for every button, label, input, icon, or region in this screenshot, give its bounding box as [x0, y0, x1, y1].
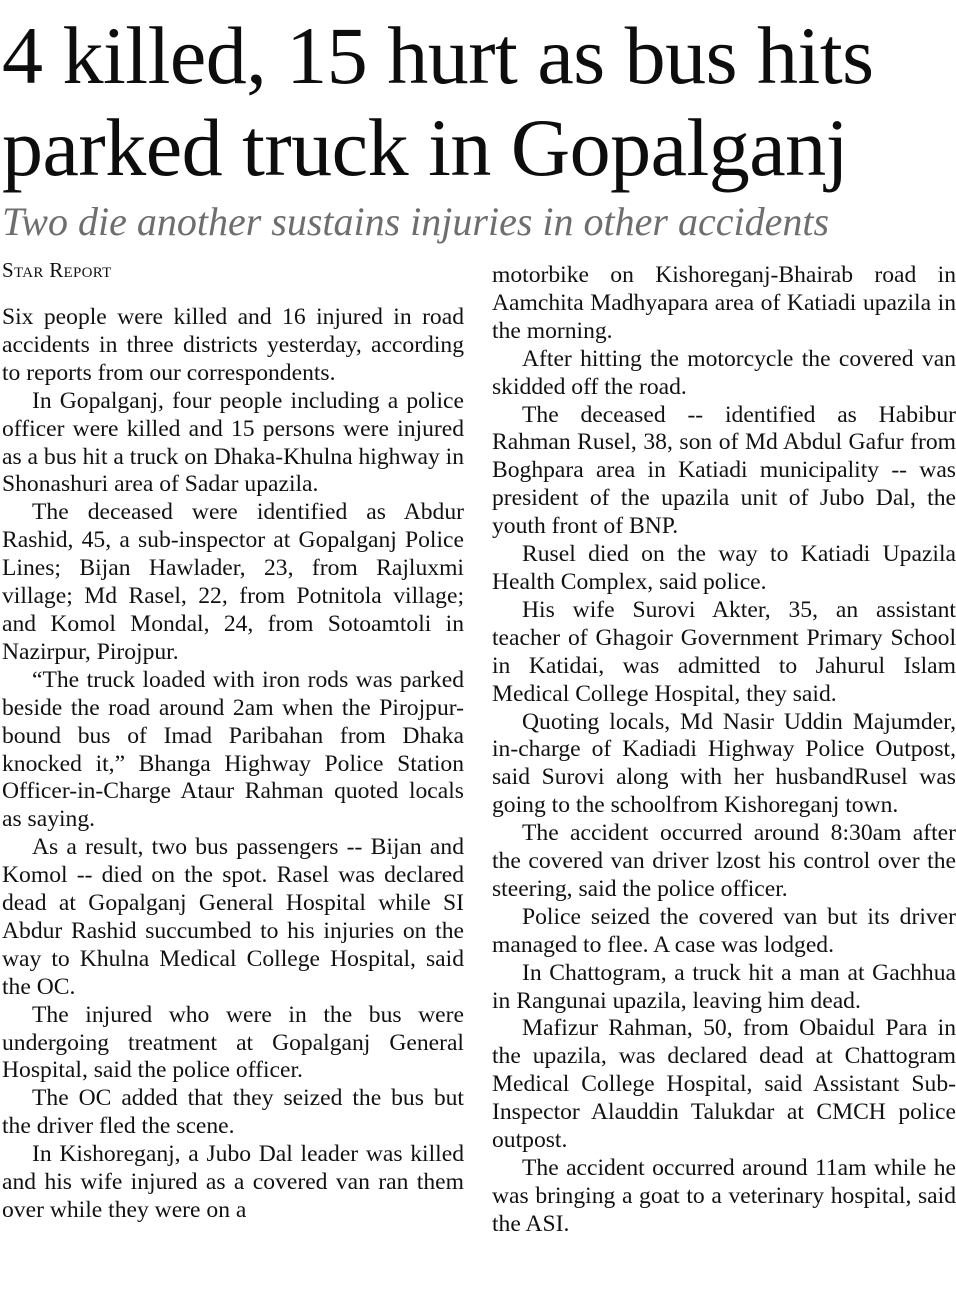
headline-line-2: parked truck in Gopalganj	[2, 102, 848, 193]
paragraph: The OC added that they seized the bus but the driver fled the scene.	[2, 1085, 464, 1140]
paragraph: Quoting locals, Md Nasir Uddin Majumder, in-charge of Kadiadi Highway Police Outpost, said Surovi along with her husbandRusel was going to the schoolfrom Kishoreganj town.	[492, 708, 956, 819]
paragraph: Rusel died on the way to Katiadi Upazila Health Complex, said police.	[492, 541, 956, 595]
paragraph: The injured who were in the bus were undergoing treatment at Gopalganj General Hospital, said the police officer.	[2, 1001, 464, 1084]
paragraph: In Gopalganj, four people including a police officer were killed and 15 persons were injured as a bus hit a truck on Dhaka-Khulna highway in Shonashuri area of Sadar upazila.	[2, 387, 464, 498]
paragraph: “The truck loaded with iron rods was parked beside the road around 2am when the Pirojpur-bound bus of Imad Paribahan from Dhaka knocked it,” Bhanga Highway Police Station Officer-in-Charge Ataur Rahman quoted locals as saying.	[2, 666, 464, 833]
headline-line-1: 4 killed, 15 hurt as bus hits	[2, 10, 874, 101]
paragraph: The accident occurred around 11am while he was bringing a goat to a veterinary hospital, said the ASI.	[492, 1155, 956, 1237]
right-column	[492, 262, 956, 1239]
paragraph: Mafizur Rahman, 50, from Obaidul Para in the upazila, was declared dead at Chattogram Medical College Hospital, said Assistant Sub-Inspector Alauddin Talukdar at CMCH police outpost.	[492, 1015, 956, 1154]
paragraph: Six people were killed and 16 injured in road accidents in three districts yesterday, according to reports from our correspondents.	[2, 304, 464, 386]
left-column	[2, 304, 464, 1225]
paragraph: In Chattogram, a truck hit a man at Gachhua in Rangunai upazila, leaving him dead.	[492, 959, 956, 1014]
paragraph: In Kishoreganj, a Jubo Dal leader was killed and his wife injured as a covered van ran them over while they were on a	[2, 1141, 464, 1223]
paragraph: The accident occurred around 8:30am after the covered van driver lzost his control over the steering, said the police officer.	[492, 820, 956, 902]
paragraph: motorbike on Kishoreganj-Bhairab road in Aamchita Madhyapara area of Katiadi upazila in the morning.	[492, 262, 956, 344]
headline	[2, 10, 956, 194]
subheadline: Two die another sustains injuries in other accidents	[2, 199, 830, 244]
paragraph: His wife Surovi Akter, 35, an assistant teacher of Ghagoir Government Primary School in Katidai, was admitted to Jahurul Islam Medical College Hospital, they said.	[492, 596, 956, 707]
paragraph: The deceased were identified as Abdur Rashid, 45, a sub-inspector at Gopalganj Police Lines; Bijan Hawlader, 23, from Rajluxmi village; Md Rasel, 22, from Potnitola village; and Komol Mondal, 24, from Sotoamtoli in Nazirpur, Pirojpur.	[2, 499, 464, 665]
paragraph: After hitting the motorcycle the covered van skidded off the road.	[492, 345, 956, 400]
paragraph: As a result, two bus passengers -- Bijan and Komol -- died on the spot. Rasel was declared dead at Gopalganj General Hospital while SI Abdur Rashid succumbed to his injuries on the way to Khulna Medical College Hospital, said the OC.	[2, 834, 464, 1000]
paragraph: Police seized the covered van but its driver managed to flee. A case was lodged.	[492, 903, 956, 958]
byline: Star Report	[2, 258, 112, 282]
paragraph: The deceased -- identified as Habibur Rahman Rusel, 38, son of Md Abdul Gafur from Boghpara area in Katiadi municipality -- was president of the upazila unit of Jubo Dal, the youth front of BNP.	[492, 401, 956, 540]
